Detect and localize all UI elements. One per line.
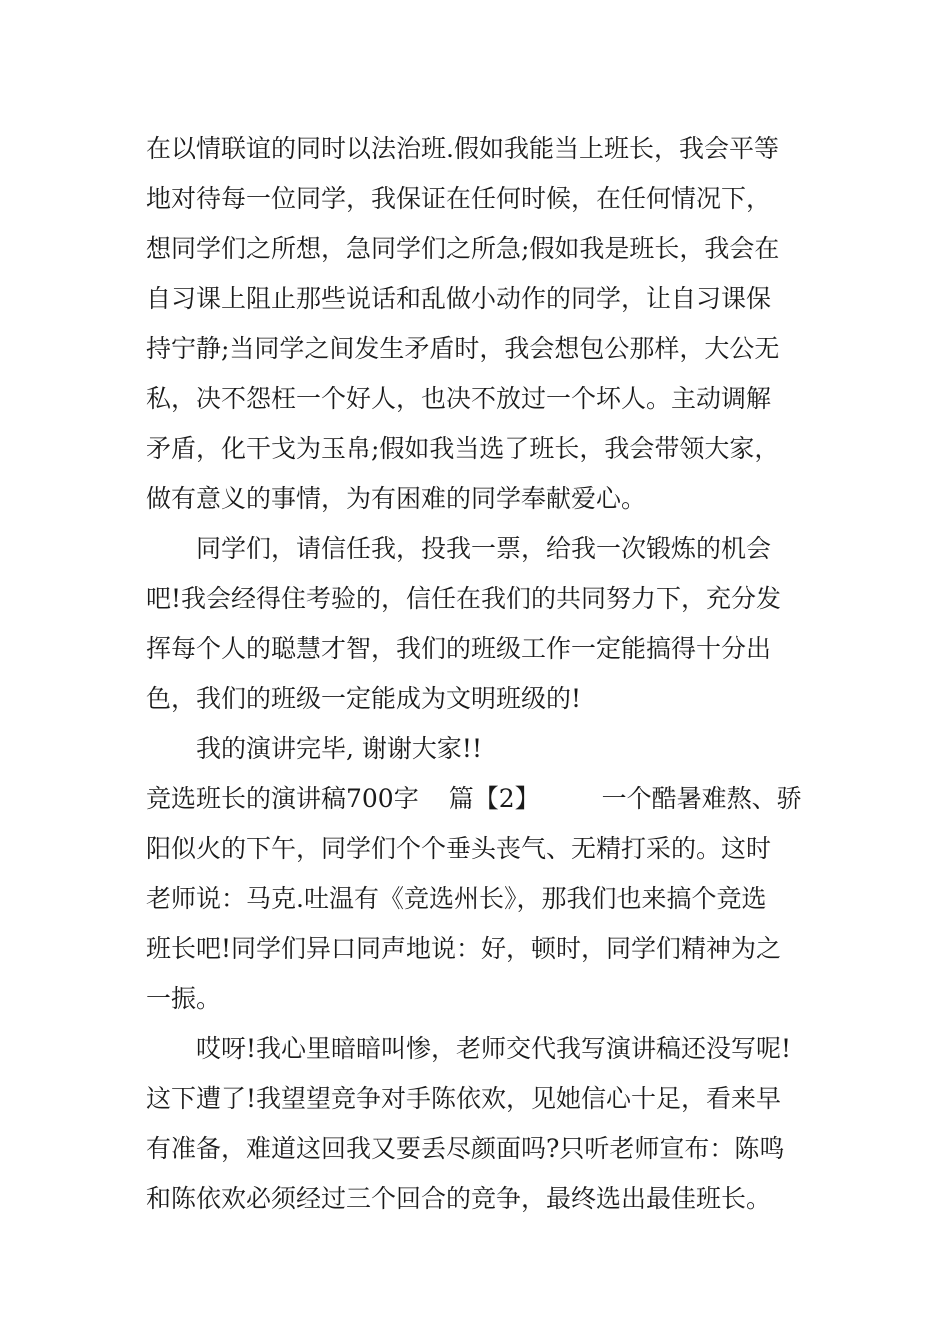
paragraph-4-line-1: 一个酷暑难熬、骄 bbox=[601, 784, 802, 813]
paragraph-1-line-3: 想同学们之所想，急同学们之所急;假如我是班长，我会在 bbox=[146, 234, 780, 263]
paragraph-4-line-5: 一振。 bbox=[146, 984, 222, 1013]
paragraph-1-line-5: 持宁静;当同学之间发生矛盾时，我会想包公那样，大公无 bbox=[146, 334, 780, 363]
paragraph-5-line-3: 有准备，难道这回我又要丢尽颜面吗?只听老师宣布：陈鸣 bbox=[146, 1134, 785, 1163]
paragraph-1-line-1: 在以情联谊的同时以法治班.假如我能当上班长，我会平等 bbox=[146, 134, 779, 163]
paragraph-5-line-4: 和陈依欢必须经过三个回合的竞争，最终选出最佳班长。 bbox=[146, 1184, 772, 1213]
paragraph-5-line-1: 哎呀!我心里暗暗叫惨，老师交代我写演讲稿还没写呢! bbox=[196, 1034, 792, 1063]
paragraph-4-line-3: 老师说：马克.吐温有《竞选州长》，那我们也来搞个竞选 bbox=[146, 884, 767, 913]
paragraph-2-line-4: 色，我们的班级一定能成为文明班级的! bbox=[146, 684, 582, 713]
section-label: 篇【2】 bbox=[448, 784, 540, 813]
paragraph-4-line-2: 阳似火的下午，同学们个个垂头丧气、无精打采的。这时 bbox=[146, 834, 772, 863]
paragraph-1-line-7: 矛盾，化干戈为玉帛;假如我当选了班长，我会带领大家， bbox=[146, 434, 780, 463]
paragraph-5-line-2: 这下遭了!我望望竞争对手陈依欢，见她信心十足，看来早 bbox=[146, 1084, 782, 1113]
paragraph-1-line-6: 私，决不怨枉一个好人，也决不放过一个坏人。主动调解 bbox=[146, 384, 772, 413]
paragraph-1-line-2: 地对待每一位同学，我保证在任何时候，在任何情况下， bbox=[146, 184, 772, 213]
paragraph-2-line-3: 挥每个人的聪慧才智，我们的班级工作一定能搞得十分出 bbox=[146, 634, 772, 663]
section-heading-line bbox=[146, 784, 846, 814]
paragraph-2-line-1: 同学们，请信任我，投我一票，给我一次锻炼的机会 bbox=[196, 534, 772, 563]
paragraph-4-line-4: 班长吧!同学们异口同声地说：好，顿时，同学们精神为之 bbox=[146, 934, 782, 963]
paragraph-2-line-2: 吧!我会经得住考验的，信任在我们的共同努力下，充分发 bbox=[146, 584, 782, 613]
article-title: 竞选班长的演讲稿700字 bbox=[146, 784, 419, 813]
paragraph-3-line-1: 我的演讲完毕, 谢谢大家!! bbox=[196, 734, 482, 763]
paragraph-1-line-8: 做有意义的事情，为有困难的同学奉献爱心。 bbox=[146, 484, 647, 513]
paragraph-1-line-4: 自习课上阻止那些说话和乱做小动作的同学，让自习课保 bbox=[146, 284, 772, 313]
